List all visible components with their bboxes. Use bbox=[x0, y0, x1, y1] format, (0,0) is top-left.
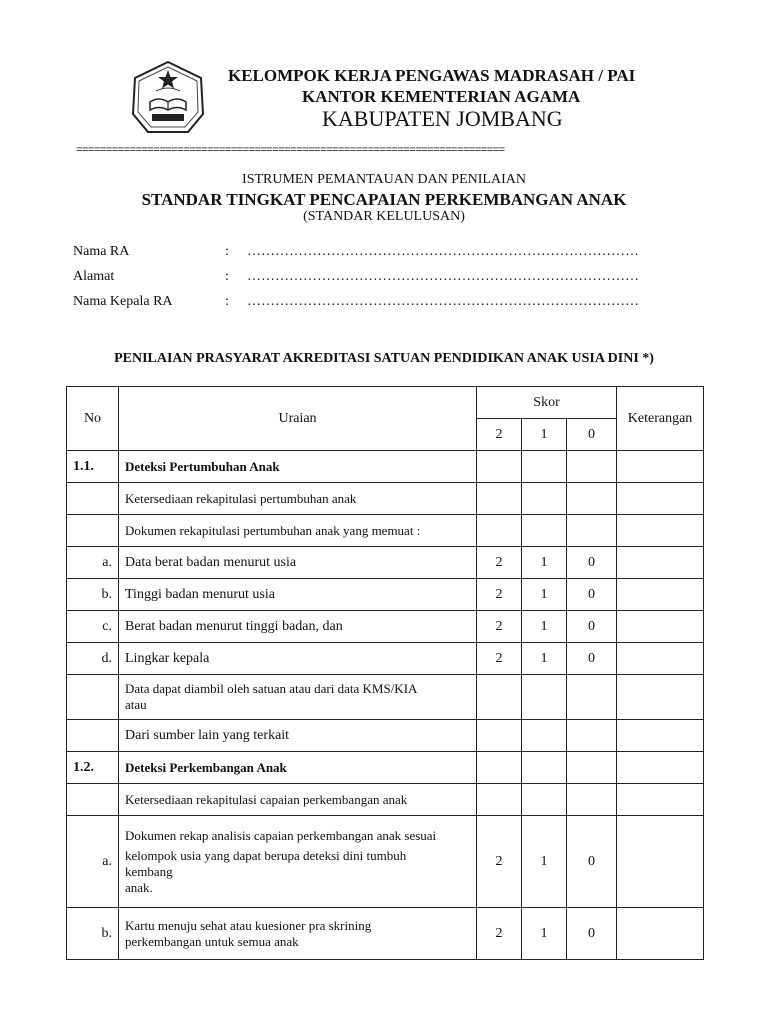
row-score-2: 2 bbox=[477, 547, 522, 579]
row-text: Dari sumber lain yang terkait bbox=[119, 720, 477, 752]
row-no bbox=[67, 675, 119, 720]
row-score-0: 0 bbox=[567, 643, 617, 675]
header-keterangan: Keterangan bbox=[617, 387, 704, 451]
table-row bbox=[67, 643, 704, 675]
row-score-1: 1 bbox=[522, 579, 567, 611]
row-text: Ketersediaan rekapitulasi capaian perkembangan anak bbox=[119, 784, 477, 816]
row-no: a. bbox=[67, 547, 119, 579]
row-no: 1.2. bbox=[67, 752, 119, 784]
title-line-2: STANDAR TINGKAT PENCAPAIAN PERKEMBANGAN ANAK bbox=[141, 190, 627, 209]
row-score-0: 0 bbox=[567, 908, 617, 960]
table-header-row bbox=[67, 387, 704, 419]
row-score-0: 0 bbox=[567, 611, 617, 643]
row-score-0: 0 bbox=[567, 547, 617, 579]
field-nama-kepala-ra bbox=[73, 294, 639, 310]
table-row bbox=[67, 784, 704, 816]
row-no: c. bbox=[67, 611, 119, 643]
row-text-line: anak. bbox=[125, 879, 153, 895]
row-text: Data berat badan menurut usia bbox=[119, 547, 477, 579]
table-row bbox=[67, 752, 704, 784]
row-no: b. bbox=[67, 908, 119, 960]
title-line-1: ISTRUMEN PEMANTAUAN DAN PENILAIAN bbox=[242, 172, 526, 187]
row-text-line: Data dapat diambil oleh satuan atau dari data KMS/KIA bbox=[125, 681, 418, 696]
row-no: a. bbox=[67, 816, 119, 908]
title-line-3: (STANDAR KELULUSAN) bbox=[303, 209, 465, 224]
row-text: Lingkar kepala bbox=[119, 643, 477, 675]
row-score-1: 1 bbox=[522, 547, 567, 579]
table-row bbox=[67, 908, 704, 960]
header-org: KELOMPOK KERJA PENGAWAS MADRASAH / PAI bbox=[228, 66, 636, 85]
row-text: Ketersediaan rekapitulasi pertumbuhan anak bbox=[119, 483, 477, 515]
row-text-line: Kartu menuju sehat atau kuesioner pra skrining bbox=[125, 917, 372, 933]
field-blank: ………………………………………………………………………… bbox=[247, 244, 639, 259]
row-no bbox=[67, 515, 119, 547]
header-no: No bbox=[67, 387, 119, 451]
row-text: Tinggi badan menurut usia bbox=[119, 579, 477, 611]
field-nama-ra bbox=[73, 244, 639, 260]
row-text-line: kelompok usia yang dapat berupa deteksi dini tumbuh bbox=[125, 847, 407, 863]
section-title: PENILAIAN PRASYARAT AKREDITASI SATUAN PENDIDIKAN ANAK USIA DINI *) bbox=[114, 351, 654, 366]
row-score-2: 2 bbox=[477, 816, 522, 908]
row-score-0: 0 bbox=[567, 816, 617, 908]
row-no: b. bbox=[67, 579, 119, 611]
header-score-0: 0 bbox=[567, 419, 617, 451]
row-no: d. bbox=[67, 643, 119, 675]
table-row bbox=[67, 816, 704, 908]
field-label: Nama RA bbox=[73, 244, 130, 259]
table-row bbox=[67, 547, 704, 579]
row-text: Deteksi Pertumbuhan Anak bbox=[119, 451, 477, 483]
row-text bbox=[119, 816, 477, 908]
row-text-line: atau bbox=[125, 697, 147, 712]
header-skor: Skor bbox=[477, 387, 617, 419]
row-score-1: 1 bbox=[522, 908, 567, 960]
row-no bbox=[67, 483, 119, 515]
header-district: KABUPATEN JOMBANG bbox=[322, 106, 563, 131]
row-text: Deteksi Perkembangan Anak bbox=[119, 752, 477, 784]
row-text-line: Dokumen rekap analisis capaian perkembangan anak sesuai bbox=[125, 827, 437, 843]
field-colon: : bbox=[225, 294, 229, 309]
row-text: Berat badan menurut tinggi badan, dan bbox=[119, 611, 477, 643]
row-text-line: kembang bbox=[125, 863, 173, 879]
field-label: Alamat bbox=[73, 269, 115, 284]
header-score-1: 1 bbox=[522, 419, 567, 451]
row-no bbox=[67, 720, 119, 752]
row-score-2: 2 bbox=[477, 908, 522, 960]
table-row bbox=[67, 611, 704, 643]
table-row bbox=[67, 483, 704, 515]
header-score-2: 2 bbox=[477, 419, 522, 451]
row-text bbox=[119, 675, 477, 720]
ministry-emblem-logo bbox=[128, 58, 208, 138]
field-label: Nama Kepala RA bbox=[73, 294, 173, 309]
row-no bbox=[67, 784, 119, 816]
field-colon: : bbox=[225, 269, 229, 284]
row-no: 1.1. bbox=[67, 451, 119, 483]
field-blank: ………………………………………………………………………… bbox=[247, 294, 639, 309]
field-alamat bbox=[73, 269, 639, 285]
row-score-2: 2 bbox=[477, 611, 522, 643]
header-office: KANTOR KEMENTERIAN AGAMA bbox=[302, 87, 581, 106]
row-score-1: 1 bbox=[522, 816, 567, 908]
table-row bbox=[67, 451, 704, 483]
field-blank: ………………………………………………………………………… bbox=[247, 269, 639, 284]
header-uraian: Uraian bbox=[119, 387, 477, 451]
table-row bbox=[67, 515, 704, 547]
assessment-table bbox=[66, 386, 704, 960]
row-text bbox=[119, 908, 477, 960]
table-row bbox=[67, 675, 704, 720]
row-score-2: 2 bbox=[477, 643, 522, 675]
table-row bbox=[67, 579, 704, 611]
header-separator: ======================================================================== bbox=[76, 145, 505, 157]
table-row bbox=[67, 720, 704, 752]
row-score-2: 2 bbox=[477, 579, 522, 611]
field-colon: : bbox=[225, 244, 229, 259]
row-text: Dokumen rekapitulasi pertumbuhan anak yang memuat : bbox=[119, 515, 477, 547]
row-score-1: 1 bbox=[522, 643, 567, 675]
row-text-line: perkembangan untuk semua anak bbox=[125, 933, 299, 949]
row-score-0: 0 bbox=[567, 579, 617, 611]
row-score-1: 1 bbox=[522, 611, 567, 643]
